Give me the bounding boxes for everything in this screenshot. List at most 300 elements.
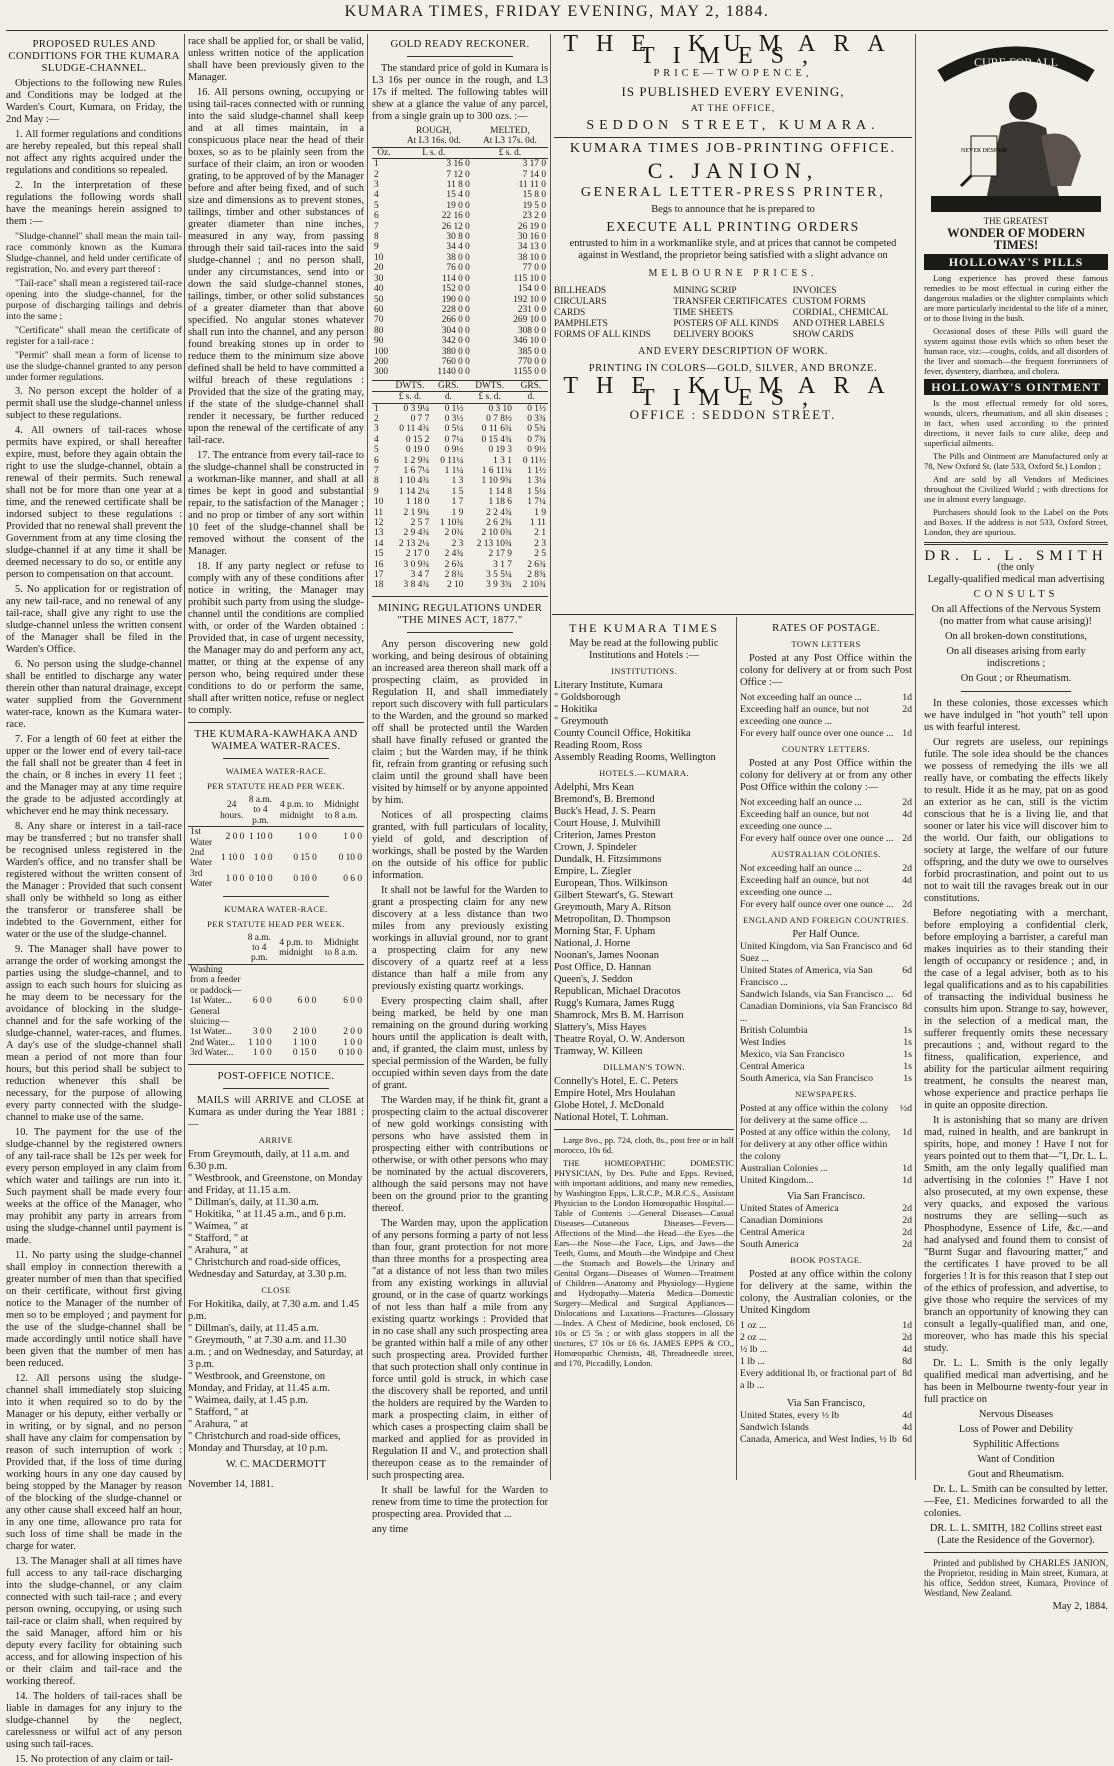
table-cell: 770 0 0 (517, 356, 546, 367)
rate-value: 2d (902, 1215, 912, 1226)
table-row (372, 518, 548, 528)
rate-label: Australian Colonies ... (740, 1163, 828, 1174)
table-cell: 1st Water... (190, 996, 232, 1007)
dr-smith-legally: Legally-qualified medical man advertising (927, 574, 1105, 585)
table-cell: 10 (374, 252, 384, 263)
list-item: Empire Hotel, Mrs Houlahan (554, 1088, 676, 1099)
table-row (372, 274, 548, 284)
rate-row (740, 1215, 912, 1227)
table-cell: 4 (374, 190, 379, 201)
table-cell: 2 10 0 (292, 1027, 317, 1038)
sludge-intro: Objections to the following new Rules and Conditions may be lodged at the Warden's Court, Kumara, on Friday, the 2nd May :— (6, 78, 182, 125)
table-row (372, 445, 548, 455)
waimea-table (188, 795, 364, 890)
pills-text-2: Occasional doses of these Pills will guard the system against those evils which so often beset the human race, viz:—coughs, colds, and all disorders of the liver and stomach—the frequent forerunners of fever, dysentery, diarrhœa, and cholera. (924, 326, 1108, 376)
mining-2: Notices of all prospecting claims granted, with full particulars of locality, yield of gold, and description of workings, shall be posted by the Warden on the outside of his office for public information. (372, 809, 548, 881)
table-cell: 77 0 0 (522, 263, 546, 274)
smith-list-3: Syphilitic Affections (972, 1439, 1060, 1450)
table-cell: 5 (374, 200, 379, 211)
rate-value: 6d (902, 941, 912, 952)
table-cell: 0 10 0 (249, 874, 273, 885)
table-cell: 0 11¼ (440, 455, 464, 466)
list-item: Crown, J. Spindeler (554, 842, 637, 853)
list-item: Court House, J. Mulvihill (554, 818, 661, 829)
table-cell: 2 8¾ (527, 570, 546, 581)
table-cell: 1 6 7¼ (403, 466, 430, 476)
rate-value: 1s (903, 1037, 912, 1048)
table-cell: 90 (374, 336, 384, 347)
table-cell: 1 0 0 (253, 853, 273, 864)
list-item: For Hokitika, daily, at 7.30 a.m. and 1.45 p.m. (188, 1298, 360, 1322)
rule-2: 2. In the interpretation of these regulations the following words shall have the meanings herein assigned to them :— (6, 180, 182, 227)
list-item: " Waimea, " at (188, 1220, 248, 1232)
def-sludge: "Sludge-channel" shall mean the main tail-race commonly known as the Kumara Sludge-channel, and held under certificate of registration, No. and every part thereof : (6, 231, 182, 275)
mining-end: any time (372, 1523, 409, 1535)
book-postage-heading: BOOK POSTAGE. (790, 1255, 862, 1265)
rate-label: Sandwich Islands, via San Francisco ... (740, 989, 894, 1000)
consult-2: On all broken-down constitutions, (945, 631, 1087, 642)
table-cell: 0 19 3 (488, 445, 512, 456)
column-postage (740, 620, 912, 1480)
dr-smith-name: DR. L. L. SMITH (924, 548, 1108, 564)
cure-for-all-text: CURE FOR ALL (973, 55, 1059, 69)
column-divider (367, 34, 368, 1480)
rate-value: 2d (902, 1227, 912, 1238)
table-row (372, 580, 548, 590)
table-row (372, 549, 548, 559)
aus-rates (740, 863, 912, 911)
rule-4: 4. All owners of tail-races whose permits have expired, or shall hereafter expire, must, before they again obtain the right to use the sludge-channel, obtain a renewal of their permits. Such renewal shall not be for more than one year at a time, and the renewed certificate shall be indorsed subject to these regulations : Provided that no renewal shall prevent the Government from at any time closing the sludge-channel if at any time it shall be deemed necessary to do so, or entitle any person to compensation on that account. (6, 425, 182, 580)
via-heading: Via San Francisco. (786, 1191, 866, 1202)
table-row (372, 336, 548, 346)
rate-row (740, 1422, 912, 1434)
list-item: " Christchurch and road-side offices, Wednesday and Saturday, at 3.30 p.m. (188, 1256, 347, 1280)
table-row (372, 487, 548, 497)
rate-row (740, 1434, 912, 1446)
table-cell: 20 (374, 263, 384, 274)
smith-list-1: Nervous Diseases (978, 1409, 1054, 1420)
table-header: DWTS. (465, 380, 514, 391)
table-row (372, 367, 548, 377)
table-cell: 0 7 7 (410, 413, 430, 424)
table-cell: 2 2 4¾ (486, 507, 512, 518)
rate-label: Not exceeding half an ounce ... (740, 863, 862, 874)
rate-row (740, 809, 912, 833)
table-row (372, 222, 548, 232)
table-cell: 9 (374, 242, 379, 253)
table-cell: 6 0 0 (252, 996, 272, 1007)
rate-value: 1d (902, 1320, 912, 1331)
rate-label: Not exceeding half an ounce ... (740, 692, 862, 703)
country-heading: COUNTRY LETTERS. (781, 744, 871, 754)
list-item: TRANSFER CERTIFICATES (673, 297, 788, 307)
table-cell: 3 4 7 (410, 570, 430, 581)
table-cell: 15 4 0 (446, 190, 470, 201)
table-row (188, 869, 364, 890)
table-cell: 1 3 1 (493, 455, 512, 466)
waimea-per-head: PER STATUTE HEAD PER WEEK. (207, 781, 345, 791)
table-header: d. (431, 392, 465, 403)
table-header: Midnight to 8 a.m. (319, 795, 364, 827)
table-cell: 1 10 4¾ (398, 476, 430, 487)
table-row (372, 232, 548, 242)
post-date: November 14, 1881. (188, 1478, 274, 1490)
wonder-line: WONDER OF MODERN TIMES! (947, 226, 1085, 252)
table-header: Oz. (372, 147, 396, 158)
rate-row (740, 704, 912, 728)
rate-value: ½d (899, 1103, 912, 1114)
column-divider (550, 34, 551, 1480)
list-item: Empire, L. Ziegler (554, 866, 632, 877)
list-item: Greymouth, Mary A. Ritson (554, 902, 671, 913)
table-cell: 38 0 0 (446, 252, 470, 263)
rate-label: Canada, America, and West Indies, ½ lb (740, 1434, 897, 1445)
begs-line: Begs to announce that he is prepared to (651, 204, 815, 215)
list-item: Globe Hotel, J. McDonald (554, 1100, 664, 1111)
table-cell: 2nd Water (190, 848, 213, 869)
rate-row (740, 728, 912, 740)
list-item: FORMS OF ALL KINDS (554, 330, 651, 340)
table-cell: 1st Water... (190, 1027, 232, 1038)
table-cell (274, 964, 319, 996)
table-cell: 1 18 6 (488, 497, 512, 508)
list-item: " Hokitika (554, 704, 598, 715)
table-cell: 380 0 0 (441, 346, 470, 357)
mining-3: It shall not be lawful for the Warden to grant a prospecting claim for any new discovery at a less distance than two miles from any previously existing workings in alluvial ground, nor to grant a prospecting claim for any new discovery of a quartz reef at a less distance than half a mile from any previously existing quartz workings. (372, 884, 548, 992)
table-cell: 8 (374, 476, 379, 487)
table-cell: 0 5¾ (527, 424, 546, 435)
rate-label: United States of America, via San Francisco ... (740, 965, 873, 988)
rate-label: United States, every ½ lb (740, 1410, 840, 1421)
aus-heading: AUSTRALIAN COLONIES. (771, 849, 881, 859)
table-cell: 2 10 (446, 580, 464, 591)
table-cell: 30 16 0 (517, 232, 546, 243)
rate-label: Posted at any office within the colony for delivery at the same office ... (740, 1103, 889, 1126)
imprint-date: May 2, 1884. (1052, 1601, 1108, 1612)
rate-row (740, 1203, 912, 1215)
rate-row (740, 1037, 912, 1049)
rate-value: 1d (902, 1127, 912, 1138)
rate-value: 2d (902, 863, 912, 874)
rule-11: 11. No party using the sludge-channel shall employ in connection therewith a greater number of men than that specified on their certificate, without first giving notice to the Manager of the number of men so to be employed ; and payment for the use of the sludge-channel shall be made accordingly until notice shall have been given that the number of men has been reduced. (6, 1250, 182, 1369)
smith-address: DR. L. L. SMITH, 182 Collins street east (Late the Residence of the Governor). (929, 1523, 1103, 1546)
rate-label: Not exceeding half an ounce ... (740, 797, 862, 808)
table-row (372, 295, 548, 305)
table-cell: 2 17 0 (405, 549, 430, 560)
close-list (188, 1299, 364, 1455)
rate-value: 6d (902, 1434, 912, 1445)
list-item: Buck's Head, J. S. Pearn (554, 806, 656, 817)
table-cell: 1 2 9¾ (403, 455, 430, 466)
table-cell: 304 0 0 (441, 325, 470, 336)
table-cell: 2 6¾ (527, 559, 546, 570)
column-reading-places (554, 620, 734, 1480)
table-header: 8 a.m. to 4 p.m. (245, 933, 274, 965)
table-cell: 0 1½ (527, 403, 546, 414)
table-cell: 385 0 0 (517, 346, 546, 357)
table-header: 4 p.m. to midnight (274, 933, 319, 965)
rate-row (740, 863, 912, 875)
table-cell: 3 0 9¾ (403, 559, 430, 570)
table-cell: 1 0 0 (225, 874, 245, 885)
rule-12: 12. All persons using the sludge-channel shall immediately stop sluicing into it when required so to do by the Manager or his deputy, either verbally or in writing, or by signal, and no person shall have any claim for compensation by reason of such interruption of work : Provided that, if the loss of time during working hours in any one day caused by being stopped by the Manager by reason of the blocking of the sludge-channel or any other cause shall exceed half an hour, in any one time, allowance pro rata for such loss of time shall be made in the charge for water. (6, 1373, 182, 1552)
list-item: TIME SHEETS (673, 308, 733, 318)
rule-6: 6. No person using the sludge-channel shall be entitled to discharge any water therein other than natural drainage, except water supplied from the Government water-race, known as the Kumara water-race. (6, 659, 182, 730)
table-cell: 308 0 0 (517, 325, 546, 336)
table-cell: 1st Water (190, 827, 213, 848)
rate-row (740, 1332, 912, 1344)
masthead: KUMARA TIMES, FRIDAY EVENING, MAY 2, 1884. (344, 3, 770, 20)
table-cell: 1 5¼ (527, 486, 546, 497)
table-cell: 0 9½ (527, 445, 546, 456)
rate-value: 1d (902, 1175, 912, 1186)
consult-4: On Gout ; or Rheumatism. (960, 673, 1072, 684)
table-cell (318, 964, 364, 996)
table-cell: 300 (374, 367, 389, 378)
table-header: L s. d. (396, 147, 472, 158)
table-cell: 26 12 0 (441, 221, 470, 232)
table-cell: 342 0 0 (441, 336, 470, 347)
table-cell: 1 3 (451, 476, 464, 487)
rate-value: 4d (902, 875, 912, 886)
table-cell: 2 3 (451, 538, 464, 549)
rate-label: 1 oz ... (740, 1320, 767, 1331)
table-cell: 11 8 0 (446, 180, 470, 191)
table-header: £ s. d. (465, 392, 514, 403)
table-cell: 0 15 2 (405, 434, 430, 445)
gold-dwt-table (372, 380, 548, 591)
table-header: Midnight to 8 a.m. (318, 933, 364, 965)
list-item: Queen's, J. Seddon (554, 974, 633, 985)
execute-line: EXECUTE ALL PRINTING ORDERS (606, 219, 860, 234)
postage-title: RATES OF POSTAGE. (772, 622, 880, 634)
water-races-title: THE KUMARA-KAWHAKA AND WAIMEA WATER-RACES. (194, 728, 358, 752)
rule-13: 13. The Manager shall at all times have full access to any tail-race discharging into the sludge-channel, or any claim connected with such tail-race ; and every person owning, occupying, or using such tail-race or claim shall, when required by the said Manager, afford him or his deputy every facility for obtaining such access, and for allowing inspection of his or their claim and tail-race and the working thereof. (6, 1556, 182, 1687)
eng-rates (740, 941, 912, 1085)
list-item: BILLHEADS (554, 286, 607, 296)
list-item: " Hokitika, " at 11.45 a.m., and 6 p.m. (188, 1208, 346, 1220)
table-cell: 1 0 0 (298, 832, 317, 843)
rate-label: Central America (740, 1061, 805, 1072)
rule-8: 8. Any share or interest in a tail-race may be transferred ; but no transfer shall be recognised unless registered in the Warden's office, and no transfer shall be registered without the written consent of the Manager : Provided that such consent shall only be withheld so long as either the transferor or transferee shall be indebted to the Government, either for water or the use of the sludge-channel. (6, 821, 182, 940)
table-row (372, 253, 548, 263)
table-cell: 11 (374, 507, 384, 518)
table-row (372, 159, 548, 170)
advert-published: IS PUBLISHED EVERY EVENING, (621, 84, 845, 99)
list-item: " Greymouth (554, 716, 609, 727)
rate-row (740, 1175, 912, 1187)
table-cell: 2 1 (534, 528, 546, 539)
table-cell: 200 (374, 356, 389, 367)
reading-title: THE KUMARA TIMES (569, 621, 719, 635)
table-row (372, 263, 548, 273)
table-cell: 100 (374, 346, 389, 357)
mining-7: It shall be lawful for the Warden to renew from time to time the protection for prospecting area. Provided that ... (372, 1484, 548, 1520)
mining-4: Every prospecting claim shall, after being marked, be held by one man remaining on the ground during working hours until the application is dealt with, and, if granted, the claim must, unless by special permission of the Warden, be fully occupied within seven days from the date of grant. (372, 995, 548, 1091)
table-row (372, 403, 548, 414)
town-rates (740, 692, 912, 740)
table-cell: 1 3¼ (527, 476, 546, 487)
ointment-text-3: And are sold by all Vendors of Medicines throughout the Civilized World ; with directions for use in almost every language. (924, 474, 1108, 504)
table-cell: 3 8 4¾ (403, 580, 430, 591)
holloway-illustration (931, 36, 1101, 212)
rate-row (740, 1227, 912, 1239)
mining-title: MINING REGULATIONS UNDER "THE MINES ACT, 1877." (377, 601, 543, 626)
table-cell: 760 0 0 (441, 356, 470, 367)
table-header: d. (514, 392, 548, 403)
table-row (372, 539, 548, 549)
advert-office: SEDDON STREET, KUMARA. (586, 118, 880, 133)
masthead-rule (6, 30, 1108, 31)
list-item: Shamrock, Mrs B. M. Harrison (554, 1010, 684, 1021)
table-row (372, 347, 548, 357)
list-item: " Waimea, daily, at 1.45 p.m. (188, 1394, 309, 1406)
table-cell: 70 (374, 315, 384, 326)
consults-heading: CONSULTS (973, 589, 1059, 600)
melbourne-prices: MELBOURNE PRICES. (648, 268, 818, 279)
rate-label: For every half ounce over one ounce ... (740, 728, 894, 739)
table-cell: 1 6 11¼ (481, 466, 512, 476)
close-heading: CLOSE (261, 1284, 291, 1295)
rate-value: 1s (903, 1025, 912, 1036)
table-header: £ s. d. (472, 147, 548, 158)
rate-value: 1d (902, 1163, 912, 1174)
book-postage-intro: Posted at any office within the colony for delivery at the same, within the colony, the Australian colonies, or the United Kingdom (740, 1269, 912, 1316)
table-row (372, 242, 548, 252)
rate-value: 1s (903, 1049, 912, 1060)
rate-label: For every half ounce over one ounce ... (740, 833, 894, 844)
table-cell: 0 5¼ (444, 424, 464, 435)
rate-row (740, 989, 912, 1001)
column-divider (736, 617, 737, 1480)
list-item: Assembly Reading Rooms, Wellington (554, 752, 716, 763)
rate-value: 4d (902, 1344, 912, 1355)
table-cell: 6 0 0 (343, 996, 362, 1007)
table-cell: 18 (374, 580, 384, 591)
table-cell: 19 5 0 (522, 200, 546, 211)
table-cell: 14 (374, 538, 384, 549)
kumara-race-title: KUMARA WATER-RACE. (224, 903, 328, 914)
rate-value: 1d (902, 728, 912, 739)
table-row (372, 284, 548, 294)
table-header (188, 795, 217, 827)
table-cell: 1 10 0 (220, 853, 245, 864)
table-cell: 154 0 0 (517, 284, 546, 295)
per-half-ounce: Per Half Ounce. (792, 929, 860, 940)
list-item: AND OTHER LABELS (792, 319, 885, 329)
holloways-pills-banner: HOLLOWAY'S PILLS (924, 254, 1108, 270)
kumara-per-head: PER STATUTE HEAD PER WEEK. (207, 918, 345, 929)
list-item: CORDIAL, CHEMICAL (792, 308, 888, 318)
rate-value: 1s (903, 1073, 912, 1084)
table-cell: 1 9 (451, 507, 464, 518)
list-item: National Hotel, T. Lohman. (554, 1112, 669, 1123)
table-cell: 2 6¾ (444, 559, 464, 570)
book-advert: Large 8vo., pp. 724, cloth, 8s., post free or in half morocco, 10s 6d. (554, 1135, 734, 1155)
table-cell: 6 0 0 (297, 996, 317, 1007)
rate-label: South America, via San Francisco (740, 1073, 874, 1084)
column-rules-waterraces (188, 36, 364, 1490)
sludge-title: PROPOSED RULES AND CONDITIONS FOR THE KUMARA SLUDGE-CHANNEL. (8, 38, 180, 74)
list-item: " Dillman's, daily, at 11.45 a.m. (188, 1322, 319, 1334)
reading-intro: May be read at the following public Institutions and Hotels :— (569, 638, 719, 661)
list-item: Reading Room, Ross (554, 740, 643, 751)
list-item: Criterion, James Preston (554, 830, 656, 841)
table-cell: 2 4¾ (444, 549, 464, 560)
table-cell: 1 0 0 (343, 1037, 362, 1048)
table-cell: 13 (374, 528, 384, 539)
table-cell: 8 (374, 232, 379, 243)
table-row (372, 508, 548, 518)
table-cell: 0 11 6¾ (481, 424, 512, 435)
pills-text: Long experience has proved these famous remedies to be most effectual in curing either the dangerous maladies or the slighter complaints which are more particularly incidental to the life of a miner, or to those living in the bush. (924, 273, 1108, 323)
list-item: Noonan's, James Noonan (554, 950, 659, 961)
table-row (372, 211, 548, 221)
table-cell: 15 (374, 549, 384, 560)
table-cell: 12 (374, 518, 384, 529)
kumara-times-advert (554, 31, 912, 426)
rate-value: 6d (902, 989, 912, 1000)
table-cell (318, 1007, 364, 1028)
rule-5: 5. No application for or registration of any new tail-race, and no renewal of any tail-race, shall give any right to use the sludge-channel unless the written consent of the Manager shall be filed in the Warden's Office. (6, 584, 182, 655)
table-cell: 3 (374, 424, 379, 435)
table-cell: 3 (374, 180, 379, 191)
table-cell: 1 10 9¾ (481, 476, 512, 487)
table-cell: 9 (374, 486, 379, 497)
entrusted-line: entrusted to him in a workmanlike style, and at prices that cannot be competed against in Westland, the proprietor being satisfied with a slight advance on (569, 238, 897, 261)
table-cell: 3 9 3¾ (486, 580, 512, 591)
table-cell: 0 3¾ (527, 413, 546, 424)
list-item: MINING SCRIP (673, 286, 737, 296)
table-cell: 6 (374, 211, 379, 222)
column-gold-mining (372, 36, 548, 1535)
table-header: GRS. (514, 380, 548, 391)
list-item: INVOICES (792, 286, 837, 296)
table-cell: 0 9½ (444, 445, 464, 456)
table-row (188, 1048, 364, 1058)
list-item: POSTERS OF ALL KINDS (673, 319, 779, 329)
table-cell: 1 5 (451, 486, 464, 497)
table-row (372, 497, 548, 507)
smith-list-2: Loss of Power and Debility (958, 1424, 1074, 1435)
table-cell: 1155 0 0 (513, 367, 546, 378)
table-cell: 76 0 0 (446, 263, 470, 274)
imprint: Printed and published by CHARLES JANION, the Proprietor, residing in Main street, Kumara, at his office, Seddon street, Kumara, Province of Westland, New Zealand. (924, 1558, 1108, 1598)
rule-14: 14. The holders of tail-races shall be liable in damages for any injury to the sludge-channel by the neglect, carelessness or wilful act of any person using such tail-races. (6, 1691, 182, 1750)
rate-row (740, 833, 912, 845)
rule-16: 16. All persons owning, occupying or using tail-races connected with or running into the said sludge-channel shall keep and at all times maintain, in a conspicuous place near the head of their boxes, so as to be plainly seen from the surface of their claim, an iron or wooden grating, to be approved of by the Manager before and after being fixed, and of such size and dimensions as to prevent stones, tailings, timber and other substances of greater diameter than nine inches, measured in any way, from passing through their said tail-races into the said sludge-channel ; and no person shall, under any circumstances, send into or down the said sludge-channel stones, tailings, timber, or other solid substances of a greater diameter than that above specified. No angular stones whatever shall run into the channel, and any person found breaking stones up in order to reduce them to the minimum size above defined shall be held to have committed a wilful breach of these regulations : Provided that the size of the grating may, if the state of the sludge-channel shall render it necessary, be further reduced upon the renewal of the certificate of any tail-race. (188, 87, 364, 446)
table-row (372, 560, 548, 570)
table-cell: 2 3 (534, 538, 546, 549)
table-row (372, 326, 548, 336)
rate-label: United Kingdom, via San Francisco and Suez ... (740, 941, 898, 964)
table-cell: 2 6 2¾ (486, 518, 512, 529)
table-cell: 0 15 0 (293, 853, 317, 864)
job-printing: KUMARA TIMES JOB-PRINTING OFFICE. (569, 141, 897, 156)
table-cell: 7 (374, 466, 379, 476)
list-item: National, J. Horne (554, 938, 631, 949)
column-divider (915, 34, 916, 1480)
advert-title-2: THE KUMARA TIMES, (563, 373, 903, 411)
never-despair-text: NEVER DESPAIR (961, 148, 1007, 154)
mining-5: The Warden may, if he think fit, grant a prospecting claim to the actual discoverer of new gold workings consisting with persons who have assisted them in prospecting either with contributions or otherwise, or with other persons who may be nominated by the actual discoverers, although the said persons may not have been on the ground prior to the granting thereof. (372, 1094, 548, 1214)
hotels-heading: HOTELS.—KUMARA. (598, 768, 690, 778)
table-cell: 3 16 0 (446, 159, 470, 170)
table-cell: 5 (374, 445, 379, 456)
ointment-text: Is the most effectual remedy for old sores, wounds, ulcers, rheumatism, and all skin diseases ; in fact, when used according to the printed directions, it never fails to cure alike, deep and superficial ailments. (924, 398, 1108, 448)
arrive-heading: ARRIVE (258, 1134, 294, 1145)
table-row (372, 357, 548, 367)
